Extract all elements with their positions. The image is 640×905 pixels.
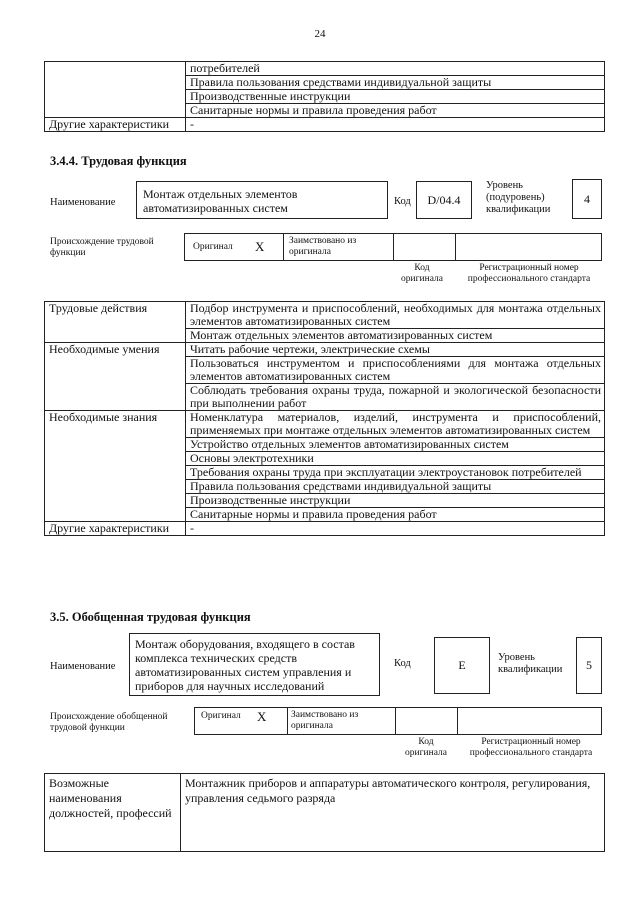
level-box [572,179,602,219]
table-cell: Соблюдать требования охраны труда, пожарной и экологической безопасности при выполнении работ [186,384,605,411]
table-cell: Производственные инструкции [186,494,605,508]
name-label: Наименование [50,661,116,672]
table-cell: Требования охраны труда при эксплуатации электроустановок потребителей [186,466,605,480]
table-cell: Пользоваться инструментом и приспособлениями для монтажа отдельных элементов автоматизированных систем [186,357,605,384]
divider [393,234,394,260]
row-label: Другие характеристики [45,118,186,132]
divider [455,234,456,260]
code-label: Код [394,658,411,669]
table-row [45,522,605,536]
origin-box [194,707,602,735]
divider [457,708,458,734]
level-box [576,637,602,694]
code-box [416,181,472,219]
top-continuation-table [44,61,605,132]
name-label: Наименование [50,197,116,208]
divider [287,708,288,734]
table-cell: Правила пользования средствами индивидуальной защиты [186,76,605,90]
code-value: E [458,658,466,672]
origin-label: Происхождение обобщенной трудовой функции [50,712,168,733]
table-cell: Номенклатура материалов, изделий, инструмента и приспособлений, применяемых при монтаже отдельных элементов автоматизированных систем [186,411,605,438]
table-row [45,302,605,329]
positions-table [44,773,605,852]
level-value: 5 [586,658,592,672]
section-heading: 3.5. Обобщенная трудовая функция [50,610,251,624]
code-box [434,637,490,694]
table-cell: Монтаж отдельных элементов автоматизированных систем [186,329,605,343]
name-value: Монтаж отдельных элементов автоматизированных систем [143,187,298,215]
borrowed-label: Заимствовано из оригинала [289,236,357,257]
table-row [45,62,605,76]
row-label: Необходимые знания [45,411,186,522]
name-value: Монтаж оборудования, входящего в состав комплекса технических средств автоматизированных систем управления и приборов для научных исследований [135,637,355,693]
reg-number-caption: Регистрационный номер профессионального стандарта [467,263,591,284]
original-mark: X [255,239,265,254]
divider [395,708,396,734]
borrowed-label: Заимствовано из оригинала [291,710,359,731]
table-cell: потребителей [186,62,605,76]
divider [283,234,284,260]
section-heading: 3.4.4. Трудовая функция [50,154,187,168]
labor-function-table [44,301,605,536]
original-mark: X [257,709,267,724]
level-label: Уровень квалификации [498,652,563,675]
origin-box [184,233,602,261]
reg-number-caption: Регистрационный номер профессионального стандарта [469,737,593,758]
table-cell: Читать рабочие чертежи, электрические схемы [186,343,605,357]
row-label: Возможные наименования должностей, профессий [45,774,181,852]
table-cell: - [186,522,605,536]
level-label: Уровень (подуровень) квалификации [486,180,551,215]
row-label: Необходимые умения [45,343,186,411]
table-cell: Основы электротехники [186,452,605,466]
table-cell: Монтажник приборов и аппаратуры автоматического контроля, регулирования, управления седьмого разряда [181,774,605,852]
row-label: Трудовые действия [45,302,186,343]
table-row [45,343,605,357]
code-value: D/04.4 [427,193,461,207]
code-original-caption: Код оригинала [401,263,443,284]
table-cell: Подбор инструмента и приспособлений, необходимых для монтажа отдельных элементов автоматизированных систем [186,302,605,329]
name-box [136,181,388,219]
table-row [45,118,605,132]
table-cell: Санитарные нормы и правила проведения работ [186,508,605,522]
table-cell: Устройство отдельных элементов автоматизированных систем [186,438,605,452]
table-cell: - [186,118,605,132]
name-box [129,633,380,696]
original-label: Оригинал [201,711,241,721]
code-original-caption: Код оригинала [405,737,447,758]
code-label: Код [394,196,411,207]
table-cell: Производственные инструкции [186,90,605,104]
table-row [45,774,605,852]
page-number: 24 [314,28,326,40]
row-label: Другие характеристики [45,522,186,536]
table-cell: Санитарные нормы и правила проведения работ [186,104,605,118]
original-label: Оригинал [193,242,233,252]
table-row [45,411,605,438]
origin-label: Происхождение трудовой функции [50,237,154,258]
table-cell: Правила пользования средствами индивидуальной защиты [186,480,605,494]
level-value: 4 [584,192,590,206]
